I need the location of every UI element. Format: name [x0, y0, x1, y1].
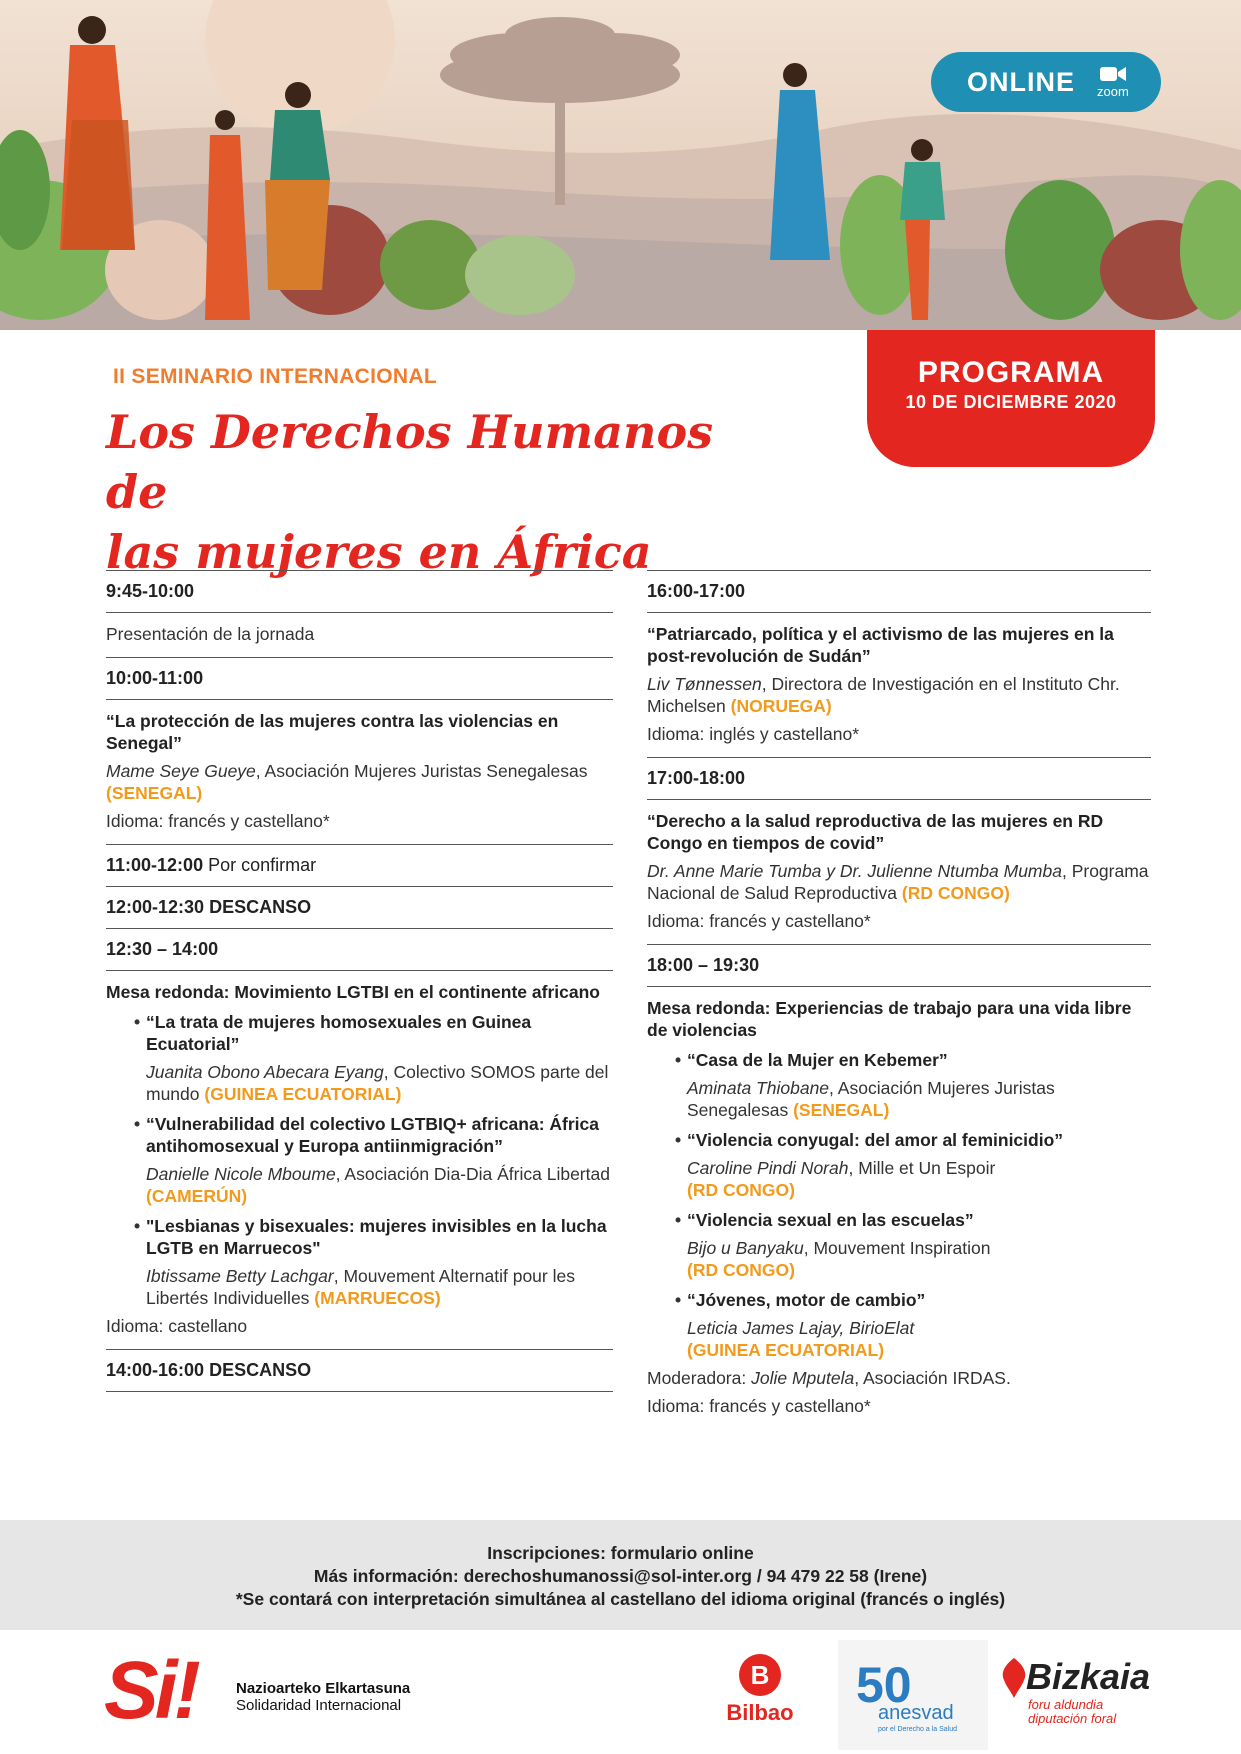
- talk-title: "Lesbianas y bisexuales: mujeres invisibles en la lucha LGTB en Marruecos": [146, 1216, 607, 1258]
- org-name-basque: Nazioarteko Elkartasuna: [236, 1680, 411, 1697]
- bullet-icon: •: [134, 1012, 141, 1032]
- time-slot-1000: 10:00-11:00: [106, 668, 204, 688]
- talk-title: “Violencia sexual en las escuelas”: [687, 1210, 974, 1230]
- bizkaia-tagline-spanish: diputación foral: [1028, 1711, 1117, 1726]
- page-title: [106, 402, 746, 582]
- speaker-org: , Programa Nacional de Salud Reproductiva: [647, 861, 1149, 903]
- bullet-icon: •: [675, 1210, 682, 1230]
- country-tag: (GUINEA ECUATORIAL): [204, 1084, 402, 1104]
- list-item: [134, 1113, 613, 1207]
- seminar-subtitle: II SEMINARIO INTERNACIONAL: [113, 365, 437, 388]
- talk-title: “Violencia conyugal: del amor al feminicidio”: [687, 1130, 1064, 1150]
- speaker-line: [647, 673, 1151, 717]
- country-tag: (CAMERÚN): [146, 1186, 248, 1206]
- moderator-line: [647, 1367, 1151, 1389]
- language-note: Idioma: castellano: [106, 1316, 248, 1336]
- roundtable-intro: Mesa redonda: Movimiento LGTBI en el continente africano: [106, 982, 600, 1002]
- divider: [106, 1391, 613, 1392]
- bizkaia-logo: [1000, 1656, 1150, 1726]
- session-text: Presentación de la jornada: [106, 624, 315, 644]
- session-presentation: [106, 613, 613, 657]
- speaker-name: Dr. Anne Marie Tumba y Dr. Julienne Ntumba Mumba: [647, 861, 1062, 881]
- contact-line: Más información: derechoshumanossi@sol-inter.org / 94 479 22 58 (Irene): [313, 1566, 928, 1586]
- language-note: Idioma: francés y castellano*: [647, 1396, 871, 1416]
- anesvad-logo: [838, 1640, 988, 1750]
- program-right-column: [647, 570, 1151, 1429]
- speaker-line: [687, 1317, 1151, 1361]
- bizkaia-tagline-basque: foru aldundia: [1028, 1697, 1104, 1712]
- bizkaia-name: Bizkaia: [1026, 1656, 1151, 1697]
- country-tag: (NORUEGA): [730, 696, 832, 716]
- country-tag: (RD CONGO): [901, 883, 1010, 903]
- session-rd-congo: [647, 800, 1151, 944]
- talk-title: “Derecho a la salud reproductiva de las mujeres en RD Congo en tiempos de covid”: [647, 811, 1104, 853]
- speaker-line: [687, 1237, 1151, 1281]
- moderator-name: Jolie Mputela: [751, 1368, 855, 1388]
- country-tag: (MARRUECOS): [314, 1288, 441, 1308]
- speaker-name: Leticia James Lajay, BirioElat: [687, 1318, 915, 1338]
- bullet-icon: •: [675, 1050, 682, 1070]
- bilbao-mark: B: [739, 1654, 781, 1696]
- sponsor-logos: [0, 1640, 1241, 1754]
- country-tag: (SENEGAL): [106, 783, 203, 803]
- speaker-line: [146, 1265, 613, 1309]
- speaker-name: Ibtissame Betty Lachgar: [146, 1266, 334, 1286]
- list-item: [675, 1289, 1151, 1361]
- language-note: Idioma: inglés y castellano*: [647, 724, 860, 744]
- time-slot-1700: 17:00-18:00: [647, 768, 746, 788]
- anesvad-anniversary: 50: [856, 1657, 912, 1713]
- country-tag: (GUINEA ECUATORIAL): [687, 1340, 885, 1360]
- language-note: Idioma: francés y castellano*: [106, 811, 330, 831]
- talk-title: “La protección de las mujeres contra las violencias en Senegal”: [106, 711, 559, 753]
- speaker-org: , Asociación Mujeres Juristas Senegalesas: [255, 761, 588, 781]
- time-slot-1400-break: 14:00-16:00 DESCANSO: [106, 1360, 312, 1380]
- talk-title: “Jóvenes, motor de cambio”: [687, 1290, 926, 1310]
- moderator-org: , Asociación IRDAS.: [854, 1368, 1011, 1388]
- programa-title: PROGRAMA: [917, 356, 1105, 389]
- country-tag: (SENEGAL): [793, 1100, 890, 1120]
- speaker-name: Aminata Thiobane: [687, 1078, 830, 1098]
- slot-note: Por confirmar: [203, 855, 317, 875]
- speaker-org: , Mouvement Alternatif pour les Libertés Individuelles: [146, 1266, 575, 1308]
- time-slot-0945: 9:45-10:00: [106, 581, 195, 601]
- programa-tag: [867, 330, 1155, 467]
- session-roundtable-lgtbi: [106, 971, 613, 1349]
- time-slot-1600: 16:00-17:00: [647, 581, 746, 601]
- talk-title: “La trata de mujeres homosexuales en Guinea Ecuatorial”: [146, 1012, 532, 1054]
- online-zoom-badge: [931, 52, 1161, 112]
- speaker-line: [647, 860, 1151, 904]
- speaker-org: , Colectivo SOMOS parte del mundo: [146, 1062, 609, 1104]
- bilbao-logo: [718, 1654, 802, 1726]
- list-item: [675, 1129, 1151, 1201]
- speaker-line: [687, 1157, 1151, 1201]
- bullet-icon: •: [675, 1130, 682, 1150]
- african-landscape-illustration: [0, 0, 1241, 330]
- title-line-1: Los Derechos Humanos de: [106, 405, 714, 519]
- header-illustration: [0, 0, 1241, 330]
- registration-info-band: [0, 1520, 1241, 1630]
- speaker-line: [146, 1163, 613, 1207]
- time-slot-1230: 12:30 – 14:00: [106, 939, 219, 959]
- speaker-name: Liv Tønnessen: [647, 674, 762, 694]
- bullet-icon: •: [134, 1114, 141, 1134]
- speaker-name: Juanita Obono Abecara Eyang: [146, 1062, 384, 1082]
- speaker-line: [146, 1061, 613, 1105]
- bullet-icon: •: [134, 1216, 141, 1236]
- roundtable-intro: Mesa redonda: Experiencias de trabajo para una vida libre de violencias: [647, 998, 1132, 1040]
- bullet-icon: •: [675, 1290, 682, 1310]
- language-note: Idioma: francés y castellano*: [647, 911, 871, 931]
- speaker-line: [106, 760, 613, 804]
- list-item: [134, 1011, 613, 1105]
- solidaridad-internacional-logo: Si!: [104, 1645, 197, 1736]
- speaker-org: , Mille et Un Espoir: [848, 1158, 996, 1178]
- anesvad-name: anesvad: [878, 1702, 954, 1724]
- talk-title: “Vulnerabilidad del colectivo LGTBIQ+ africana: África antihomosexual y Europa antiinmigración”: [146, 1114, 600, 1156]
- org-name-spanish: Solidaridad Internacional: [236, 1697, 402, 1714]
- speaker-org: , Mouvement Inspiration: [803, 1238, 991, 1258]
- registration-line: Inscripciones: formulario online: [487, 1543, 754, 1563]
- speaker-name: Danielle Nicole Mboume: [146, 1164, 336, 1184]
- session-senegal: [106, 700, 613, 844]
- speaker-name: Bijo u Banyaku: [687, 1238, 804, 1258]
- session-sudan: [647, 613, 1151, 757]
- interpretation-note: *Se contará con interpretación simultánea al castellano del idioma original (francés o inglés): [235, 1589, 1006, 1609]
- online-label: ONLINE: [967, 66, 1076, 97]
- talk-title: “Casa de la Mujer en Kebemer”: [687, 1050, 948, 1070]
- moderator-label: Moderadora:: [647, 1368, 752, 1388]
- solidaridad-internacional-text: [236, 1680, 410, 1714]
- title-line-2: las mujeres en África: [106, 525, 652, 579]
- speaker-name: Caroline Pindi Norah: [687, 1158, 849, 1178]
- speaker-org: , Asociación Dia-Dia África Libertad: [335, 1164, 610, 1184]
- time-slot-1200-break: 12:00-12:30 DESCANSO: [106, 897, 312, 917]
- anesvad-tagline: por el Derecho a la Salud: [878, 1726, 957, 1733]
- programa-date: 10 DE DICIEMBRE 2020: [905, 392, 1117, 412]
- zoom-logo: [1097, 65, 1129, 99]
- oak-leaf-icon: [1000, 1658, 1028, 1698]
- country-tag: (RD CONGO): [687, 1180, 795, 1200]
- speaker-line: [687, 1077, 1151, 1121]
- speaker-name: Mame Seye Gueye: [106, 761, 256, 781]
- list-item: [675, 1209, 1151, 1281]
- time-slot-1100: [106, 845, 613, 886]
- program-left-column: [106, 570, 613, 1392]
- list-item: [134, 1215, 613, 1309]
- talk-title: “Patriarcado, política y el activismo de las mujeres en la post-revolución de Sudán”: [647, 624, 1114, 666]
- zoom-label: zoom: [1097, 84, 1129, 99]
- session-roundtable-violence: [647, 987, 1151, 1429]
- slot-time: 11:00-12:00: [106, 855, 204, 875]
- bilbao-name: Bilbao: [726, 1700, 794, 1725]
- time-slot-1800: 18:00 – 19:30: [647, 955, 760, 975]
- speaker-org: , Directora de Investigación en el Instituto Chr. Michelsen: [647, 674, 1120, 716]
- list-item: [675, 1049, 1151, 1121]
- country-tag: (RD CONGO): [687, 1260, 795, 1280]
- speaker-org: , Asociación Mujeres Juristas Senegalesas: [687, 1078, 1055, 1120]
- video-camera-icon: [1100, 65, 1126, 83]
